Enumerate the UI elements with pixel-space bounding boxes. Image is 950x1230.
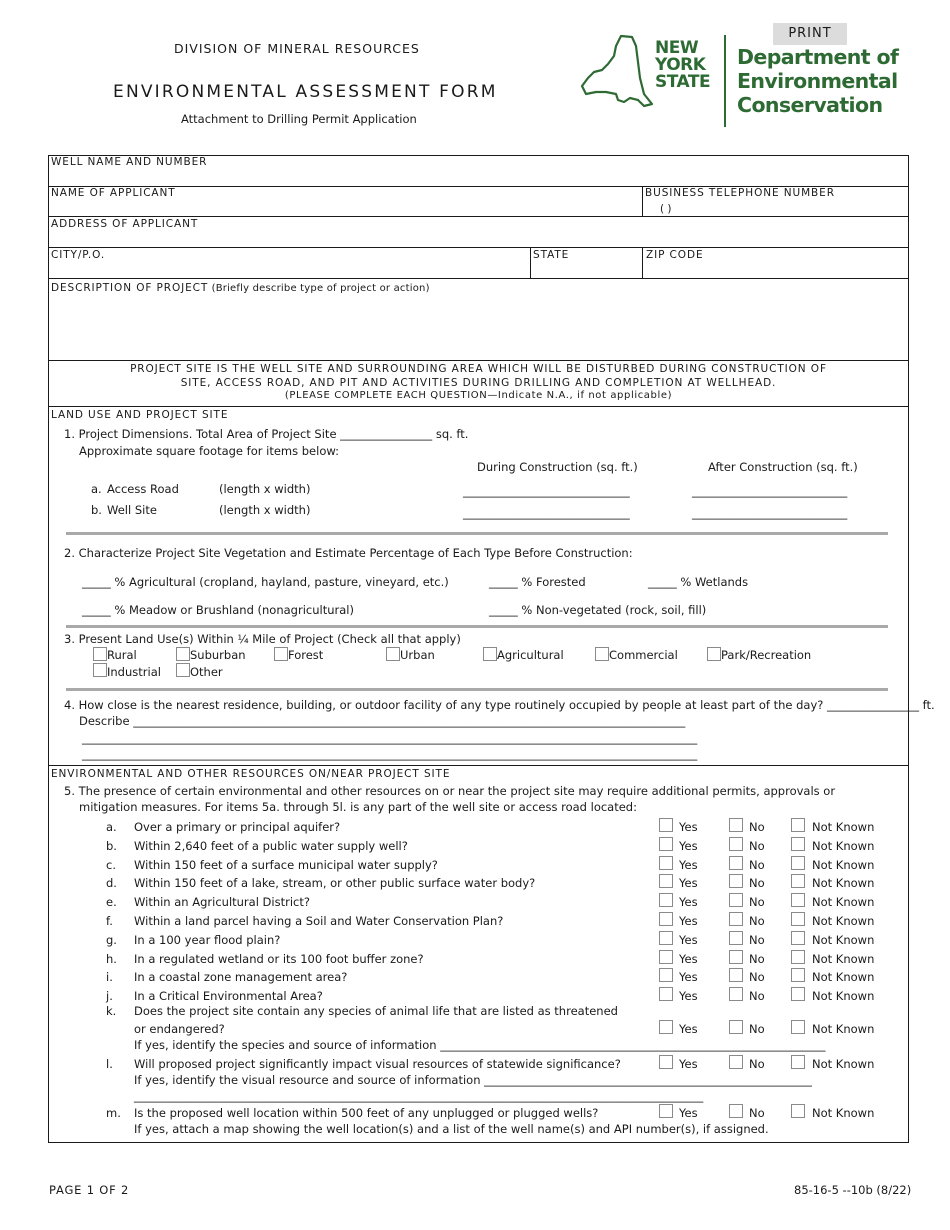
well-site-after-field[interactable]: ___________________________ xyxy=(692,506,848,520)
env-no-checkbox[interactable] xyxy=(729,931,743,945)
division-title: DIVISION OF MINERAL RESOURCES xyxy=(174,41,420,56)
q1-project-dimensions: 1. Project Dimensions. Total Area of Project Site ________________ sq. ft. xyxy=(64,427,469,441)
q5k-text: Does the project site contain any species of animal life that are listed as threatened xyxy=(134,1004,618,1018)
env-question-text: In a 100 year flood plain? xyxy=(134,933,281,947)
project-description-field[interactable] xyxy=(51,282,430,294)
section-rule xyxy=(66,688,888,691)
land-use-park-label: Park/Recreation xyxy=(721,648,812,662)
not-known-label: Not Known xyxy=(812,895,875,909)
env-yes-checkbox[interactable] xyxy=(659,931,673,945)
veg-meadow-field[interactable]: _____ % Meadow or Brushland (nonagricultural) xyxy=(82,603,354,617)
not-known-label: Not Known xyxy=(812,820,875,834)
veg-agricultural-field[interactable]: _____ % Agricultural (cropland, hayland, pasture, vineyard, etc.) xyxy=(82,575,449,589)
city-field[interactable]: CITY/P.O. xyxy=(51,249,106,261)
form-subtitle: Attachment to Drilling Permit Application xyxy=(181,112,417,126)
zip-code-field[interactable]: ZIP CODE xyxy=(646,249,704,261)
access-road-label: Access Road xyxy=(107,482,179,496)
logo-dept-line3: Conservation xyxy=(737,93,883,117)
divider xyxy=(48,278,909,279)
logo-dec xyxy=(737,45,898,117)
dims-label: (length x width) xyxy=(219,503,311,517)
env-no-checkbox[interactable] xyxy=(729,818,743,832)
q5m-no-checkbox[interactable] xyxy=(729,1104,743,1118)
q5m-instructions: If yes, attach a map showing the well location(s) and a list of the well name(s) and API number(s), if assigned. xyxy=(134,1122,769,1136)
env-question-text: Over a primary or principal aquifer? xyxy=(134,820,341,834)
env-not-known-checkbox[interactable] xyxy=(791,931,805,945)
not-known-label: Not Known xyxy=(812,858,875,872)
yes-label: Yes xyxy=(679,876,698,890)
q5l-visual-resource-field[interactable]: If yes, identify the visual resource and source of information _________________________________________________________ xyxy=(134,1073,812,1087)
item-letter: b. xyxy=(106,839,117,853)
env-no-checkbox[interactable] xyxy=(729,874,743,888)
land-use-forest-checkbox[interactable] xyxy=(274,647,288,661)
env-yes-checkbox[interactable] xyxy=(659,818,673,832)
not-known-label: Not Known xyxy=(812,952,875,966)
divider xyxy=(642,247,643,279)
access-road-during-field[interactable]: _____________________________ xyxy=(463,484,630,498)
item-letter: a. xyxy=(91,482,102,496)
q5-intro-line-1: 5. The presence of certain environmental and other resources on or near the project site may require additional permits, approvals or xyxy=(64,784,836,798)
no-label: No xyxy=(749,876,765,890)
env-question-text: Within 2,640 feet of a public water supply well? xyxy=(134,839,408,853)
logo-new-york-state xyxy=(655,40,710,91)
q5k-species-field[interactable]: If yes, identify the species and source of information ___________________________________________________________________ xyxy=(134,1038,826,1052)
land-use-agricultural-checkbox[interactable] xyxy=(483,647,497,661)
env-question-text: Within 150 feet of a lake, stream, or other public surface water body? xyxy=(134,876,536,890)
logo-dept-line2: Environmental xyxy=(737,69,898,93)
env-not-known-checkbox[interactable] xyxy=(791,893,805,907)
no-label: No xyxy=(749,1022,765,1036)
no-label: No xyxy=(749,933,765,947)
q5l-yes-checkbox[interactable] xyxy=(659,1055,673,1069)
applicant-name-field[interactable]: NAME OF APPLICANT xyxy=(51,187,176,199)
env-yes-checkbox[interactable] xyxy=(659,893,673,907)
no-label: No xyxy=(749,858,765,872)
item-letter: m. xyxy=(106,1106,121,1120)
env-no-checkbox[interactable] xyxy=(729,968,743,982)
env-no-checkbox[interactable] xyxy=(729,950,743,964)
env-question-text: In a Critical Environmental Area? xyxy=(134,989,323,1003)
land-use-other-label: Other xyxy=(190,665,223,679)
col-during-construction: During Construction (sq. ft.) xyxy=(477,460,638,474)
env-yes-checkbox[interactable] xyxy=(659,837,673,851)
yes-label: Yes xyxy=(679,1057,698,1071)
env-not-known-checkbox[interactable] xyxy=(791,818,805,832)
divider xyxy=(48,247,909,248)
env-yes-checkbox[interactable] xyxy=(659,968,673,982)
well-site-during-field[interactable]: _____________________________ xyxy=(463,506,630,520)
business-phone-field[interactable]: BUSINESS TELEPHONE NUMBER xyxy=(645,187,835,199)
applicant-address-field[interactable]: ADDRESS OF APPLICANT xyxy=(51,218,199,230)
not-known-label: Not Known xyxy=(812,1106,875,1120)
access-road-after-field[interactable]: ___________________________ xyxy=(692,484,848,498)
q4-describe-line[interactable]: ___________________________________________________________________________________________________________ xyxy=(82,731,698,745)
yes-label: Yes xyxy=(679,914,698,928)
logo-word-york: YORK xyxy=(655,55,706,75)
item-letter: g. xyxy=(106,933,117,947)
notice-line-1: PROJECT SITE IS THE WELL SITE AND SURROUNDING AREA WHICH WILL BE DISTURBED DURING CONSTRUCTION OF xyxy=(130,363,827,375)
land-use-commercial-label: Commercial xyxy=(609,648,678,662)
q5-intro-line-2: mitigation measures. For items 5a. through 5l. is any part of the well site or access road located: xyxy=(79,800,637,814)
not-known-label: Not Known xyxy=(812,876,875,890)
land-use-rural-checkbox[interactable] xyxy=(93,647,107,661)
divider xyxy=(48,216,909,217)
land-use-urban-label: Urban xyxy=(400,648,435,662)
land-use-heading: LAND USE AND PROJECT SITE xyxy=(51,409,229,421)
not-known-label: Not Known xyxy=(812,1022,875,1036)
page-number: PAGE 1 OF 2 xyxy=(49,1183,130,1197)
no-label: No xyxy=(749,989,765,1003)
q4-describe-field[interactable]: Describe ________________________________________________________________________________________________ xyxy=(79,714,686,728)
item-letter: a. xyxy=(106,820,117,834)
no-label: No xyxy=(749,839,765,853)
veg-nonvegetated-field[interactable]: _____ % Non-vegetated (rock, soil, fill) xyxy=(489,603,707,617)
env-yes-checkbox[interactable] xyxy=(659,950,673,964)
env-question-text: Within an Agricultural District? xyxy=(134,895,310,909)
env-no-checkbox[interactable] xyxy=(729,856,743,870)
col-after-construction: After Construction (sq. ft.) xyxy=(708,460,858,474)
not-known-label: Not Known xyxy=(812,1057,875,1071)
divider xyxy=(48,406,909,407)
env-question-text: Within a land parcel having a Soil and Water Conservation Plan? xyxy=(134,914,504,928)
logo-word-new: NEW xyxy=(655,38,699,58)
item-letter: l. xyxy=(106,1057,113,1071)
section-rule xyxy=(66,625,888,628)
q3-present-land-use: 3. Present Land Use(s) Within ¼ Mile of Project (Check all that apply) xyxy=(64,632,461,646)
logo-dept-line1: Department of xyxy=(737,45,899,69)
q5k-text-cont: or endangered? xyxy=(134,1022,225,1036)
dims-label: (length x width) xyxy=(219,482,311,496)
env-yes-checkbox[interactable] xyxy=(659,987,673,1001)
q5m-yes-checkbox[interactable] xyxy=(659,1104,673,1118)
new-york-state-map-icon xyxy=(578,34,654,116)
phone-area-code: ( ) xyxy=(660,203,672,215)
q5l-not-known-checkbox[interactable] xyxy=(791,1055,805,1069)
q2-vegetation: 2. Characterize Project Site Vegetation and Estimate Percentage of Each Type Before Construction: xyxy=(64,546,633,560)
q5m-text: Is the proposed well location within 500 feet of any unplugged or plugged wells? xyxy=(134,1106,599,1120)
env-not-known-checkbox[interactable] xyxy=(791,856,805,870)
q5k-no-checkbox[interactable] xyxy=(729,1020,743,1034)
no-label: No xyxy=(749,1106,765,1120)
land-use-commercial-checkbox[interactable] xyxy=(595,647,609,661)
env-question-text: In a coastal zone management area? xyxy=(134,970,348,984)
yes-label: Yes xyxy=(679,858,698,872)
env-no-checkbox[interactable] xyxy=(729,987,743,1001)
land-use-industrial-checkbox[interactable] xyxy=(93,663,107,677)
description-label: DESCRIPTION OF PROJECT xyxy=(51,282,209,294)
env-not-known-checkbox[interactable] xyxy=(791,912,805,926)
no-label: No xyxy=(749,1057,765,1071)
veg-forested-field[interactable]: _____ % Forested xyxy=(489,575,586,589)
item-letter: c. xyxy=(106,858,116,872)
env-no-checkbox[interactable] xyxy=(729,893,743,907)
item-letter: f. xyxy=(106,914,113,928)
env-not-known-checkbox[interactable] xyxy=(791,987,805,1001)
q1-subtext: Approximate square footage for items below: xyxy=(79,444,340,458)
env-not-known-checkbox[interactable] xyxy=(791,968,805,982)
well-name-field[interactable]: WELL NAME AND NUMBER xyxy=(51,156,208,168)
yes-label: Yes xyxy=(679,952,698,966)
yes-label: Yes xyxy=(679,1106,698,1120)
env-yes-checkbox[interactable] xyxy=(659,912,673,926)
yes-label: Yes xyxy=(679,895,698,909)
item-letter: k. xyxy=(106,1004,117,1018)
q5l-text: Will proposed project significantly impact visual resources of statewide significance? xyxy=(134,1057,621,1071)
state-field[interactable]: STATE xyxy=(533,249,570,261)
item-letter: d. xyxy=(106,876,117,890)
q5k-not-known-checkbox[interactable] xyxy=(791,1020,805,1034)
yes-label: Yes xyxy=(679,989,698,1003)
no-label: No xyxy=(749,970,765,984)
not-known-label: Not Known xyxy=(812,989,875,1003)
q5l-no-checkbox[interactable] xyxy=(729,1055,743,1069)
divider xyxy=(642,186,643,217)
divider xyxy=(48,765,909,766)
not-known-label: Not Known xyxy=(812,933,875,947)
no-label: No xyxy=(749,952,765,966)
veg-wetlands-field[interactable]: _____ % Wetlands xyxy=(648,575,749,589)
env-question-text: In a regulated wetland or its 100 foot buffer zone? xyxy=(134,952,424,966)
item-letter: i. xyxy=(106,970,113,984)
form-title: ENVIRONMENTAL ASSESSMENT FORM xyxy=(113,82,498,102)
q5l-visual-resource-line[interactable]: ___________________________________________________________________________________________________ xyxy=(134,1089,704,1103)
form-number: 85-16-5 --10b (8/22) xyxy=(794,1183,912,1197)
q4-nearest-residence[interactable]: 4. How close is the nearest residence, building, or outdoor facility of any type routinely occupied by people at least part of the day? ________________ ft. xyxy=(64,698,935,712)
land-use-industrial-label: Industrial xyxy=(107,665,161,679)
q5m-not-known-checkbox[interactable] xyxy=(791,1104,805,1118)
logo-divider xyxy=(724,35,726,127)
env-not-known-checkbox[interactable] xyxy=(791,950,805,964)
yes-label: Yes xyxy=(679,839,698,853)
divider xyxy=(48,360,909,361)
env-no-checkbox[interactable] xyxy=(729,912,743,926)
no-label: No xyxy=(749,914,765,928)
well-site-label: Well Site xyxy=(107,503,157,517)
land-use-urban-checkbox[interactable] xyxy=(386,647,400,661)
env-resources-heading: ENVIRONMENTAL AND OTHER RESOURCES ON/NEAR PROJECT SITE xyxy=(51,768,451,780)
no-label: No xyxy=(749,895,765,909)
notice-line-3: (PLEASE COMPLETE EACH QUESTION—Indicate N.A., if not applicable) xyxy=(284,390,673,401)
item-letter: h. xyxy=(106,952,117,966)
yes-label: Yes xyxy=(679,970,698,984)
land-use-park-checkbox[interactable] xyxy=(707,647,721,661)
q4-describe-line[interactable]: ___________________________________________________________________________________________________________ xyxy=(82,747,698,761)
logo-word-state: STATE xyxy=(655,72,711,92)
not-known-label: Not Known xyxy=(812,839,875,853)
yes-label: Yes xyxy=(679,933,698,947)
notice-line-2: SITE, ACCESS ROAD, AND PIT AND ACTIVITIES DURING DRILLING AND COMPLETION AT WELLHEAD. xyxy=(180,377,777,389)
item-letter: e. xyxy=(106,895,117,909)
not-known-label: Not Known xyxy=(812,914,875,928)
env-no-checkbox[interactable] xyxy=(729,837,743,851)
divider xyxy=(530,247,531,279)
land-use-suburban-label: Suburban xyxy=(190,648,246,662)
land-use-forest-label: Forest xyxy=(288,648,324,662)
section-rule xyxy=(66,532,888,535)
env-question-text: Within 150 feet of a surface municipal water supply? xyxy=(134,858,438,872)
env-yes-checkbox[interactable] xyxy=(659,874,673,888)
env-yes-checkbox[interactable] xyxy=(659,856,673,870)
yes-label: Yes xyxy=(679,1022,698,1036)
description-hint: (Briefly describe type of project or action) xyxy=(208,283,430,294)
q5k-yes-checkbox[interactable] xyxy=(659,1020,673,1034)
yes-label: Yes xyxy=(679,820,698,834)
env-not-known-checkbox[interactable] xyxy=(791,874,805,888)
item-letter: j. xyxy=(106,989,113,1003)
land-use-rural-label: Rural xyxy=(107,648,137,662)
land-use-suburban-checkbox[interactable] xyxy=(176,647,190,661)
item-letter: b. xyxy=(91,503,102,517)
print-button[interactable]: PRINT xyxy=(773,23,847,45)
no-label: No xyxy=(749,820,765,834)
land-use-agricultural-label: Agricultural xyxy=(497,648,564,662)
not-known-label: Not Known xyxy=(812,970,875,984)
land-use-other-checkbox[interactable] xyxy=(176,663,190,677)
env-not-known-checkbox[interactable] xyxy=(791,837,805,851)
